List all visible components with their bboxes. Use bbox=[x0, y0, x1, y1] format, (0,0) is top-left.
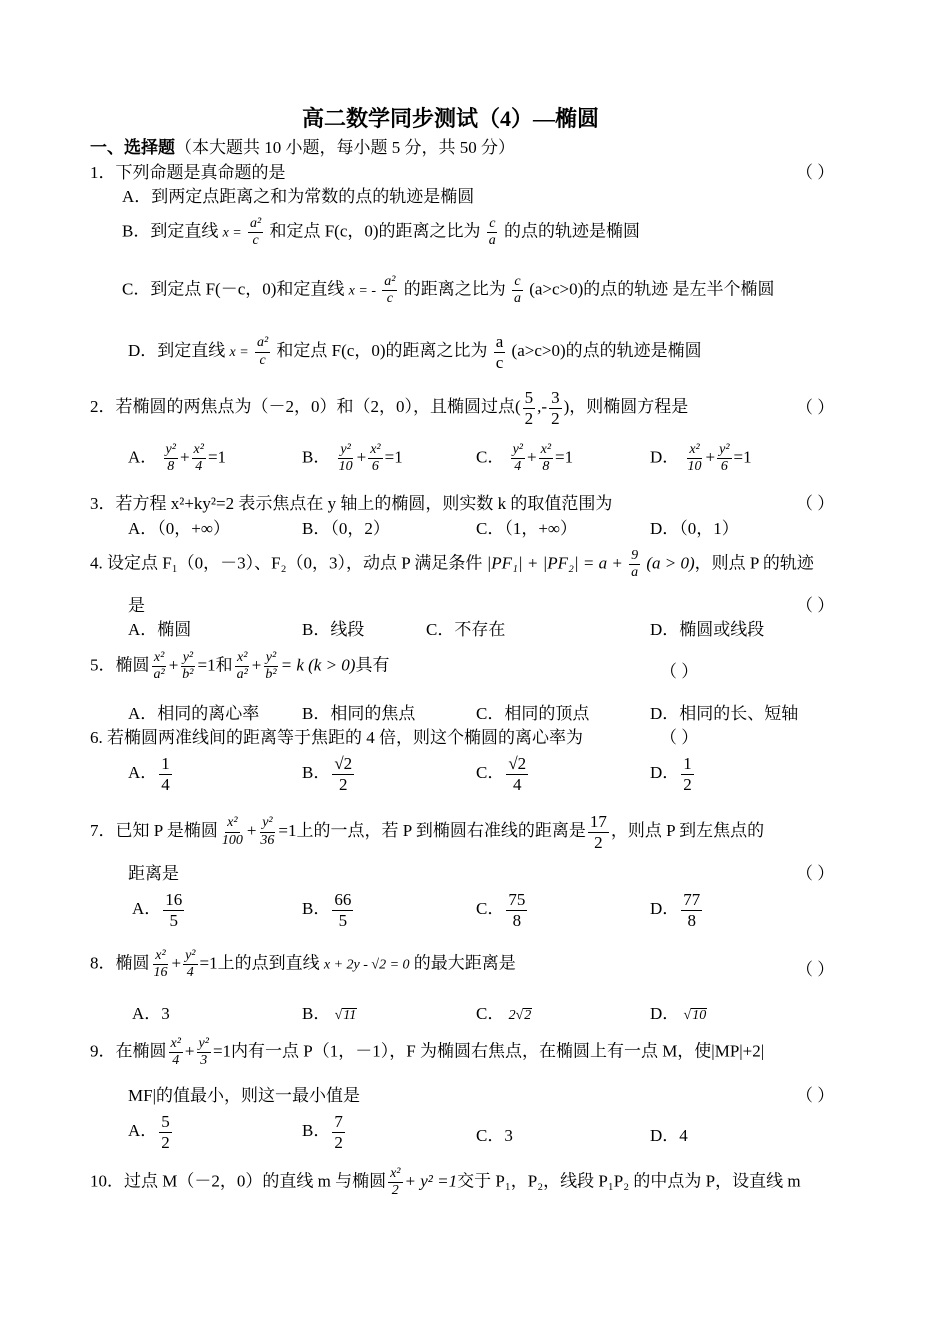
equals-one: =1 bbox=[199, 953, 218, 973]
q1-d-frac1 bbox=[255, 335, 270, 368]
plus: + bbox=[356, 447, 367, 467]
frac-den: 4 bbox=[161, 774, 170, 794]
q7-stem-pre: 7．已知 P 是椭圆 bbox=[90, 820, 218, 840]
q7-answer-blank: （ ） bbox=[796, 864, 835, 883]
frac-num: 17 bbox=[589, 812, 607, 831]
sqrt-radicand: 10 bbox=[692, 1008, 707, 1023]
q8-answer-blank: （ ） bbox=[796, 960, 835, 979]
frac-den: 2 bbox=[334, 1132, 343, 1152]
frac-num: x² bbox=[152, 650, 166, 667]
frac bbox=[337, 442, 355, 475]
q6-answer-blank: （ ） bbox=[660, 728, 699, 747]
option-label: C． bbox=[476, 762, 505, 782]
q7-option-d bbox=[650, 890, 704, 930]
frac-den: 10 bbox=[687, 459, 702, 475]
frac-den: a² bbox=[236, 667, 248, 683]
frac-den: c bbox=[495, 352, 504, 372]
q2-answer-blank: （ ） bbox=[796, 398, 835, 417]
frac-den: 2 bbox=[551, 408, 560, 428]
frac-num: a² bbox=[248, 216, 263, 233]
frac bbox=[169, 1036, 183, 1069]
paren-open: ( bbox=[515, 396, 521, 416]
q9-option-c: C．3 bbox=[476, 1126, 513, 1145]
q2-stem-pre: 2．若椭圆的两焦点为（－2，0）和（2，0），且椭圆过点 bbox=[90, 396, 515, 416]
frac-num: 66 bbox=[334, 890, 352, 909]
frac-num: 75 bbox=[508, 890, 526, 909]
q1-b-x: x = bbox=[222, 225, 242, 241]
q1-answer-blank: （ ） bbox=[796, 163, 835, 182]
q8-stem-mid: 上的点到直线 bbox=[217, 953, 320, 973]
frac bbox=[235, 650, 250, 683]
frac-den: 4 bbox=[514, 459, 522, 475]
option-label: B． bbox=[302, 1120, 331, 1140]
frac-num: x² bbox=[225, 815, 239, 832]
q2-point-x bbox=[523, 388, 536, 428]
frac bbox=[686, 442, 704, 475]
q4-apos: (a > 0) bbox=[646, 553, 695, 573]
q1-option-a: A．到两定点距离之和为常数的点的轨迹是椭圆 bbox=[122, 187, 475, 206]
frac-num: y² bbox=[197, 1036, 211, 1053]
option-label: B． bbox=[302, 447, 331, 467]
q3-stem: 3．若方程 x²+ky²=2 表示焦点在 y 轴上的椭圆，则实数 k 的取值范围为 bbox=[90, 494, 613, 513]
frac-num: 5 bbox=[524, 388, 534, 407]
q1-d-frac2 bbox=[494, 332, 506, 372]
section-label: 一、选择题 bbox=[90, 138, 175, 157]
q9-stem-post: 内有一点 P（1，－1），F 为椭圆右焦点，在椭圆上有一点 M，使|MP|+2| bbox=[231, 1041, 765, 1061]
frac-num: x² bbox=[368, 442, 382, 459]
q1-option-d bbox=[128, 332, 702, 372]
frac bbox=[183, 948, 197, 981]
q7-stem-post: ，则点 P 到左焦点的 bbox=[610, 820, 765, 840]
frac bbox=[332, 890, 353, 930]
frac bbox=[159, 1112, 172, 1152]
q9-option-a bbox=[128, 1112, 174, 1152]
frac-num: y² bbox=[511, 442, 525, 459]
q1-c-mid: 的距离之比为 bbox=[403, 279, 506, 299]
frac-den: a bbox=[513, 291, 521, 307]
frac bbox=[717, 442, 731, 475]
q5-stem-pre: 5．椭圆 bbox=[90, 655, 150, 675]
q3-option-d: D．（0，1） bbox=[650, 519, 739, 538]
q4-condition: |PF₁| + |PF₂| = a + bbox=[486, 553, 623, 573]
q5-option-c: C．相同的顶点 bbox=[476, 704, 590, 723]
frac-den: 4 bbox=[172, 1053, 180, 1069]
q4-stem-continued: 是 bbox=[128, 596, 145, 615]
page-title: 高二数学同步测试（4）—椭圆 bbox=[302, 106, 600, 131]
equals-one: =1 bbox=[555, 447, 574, 467]
frac bbox=[152, 650, 167, 683]
option-label: C． bbox=[476, 447, 505, 467]
frac-den: 4 bbox=[513, 774, 522, 794]
q1-c-frac2 bbox=[512, 274, 523, 307]
frac bbox=[180, 650, 195, 683]
q1-d-x: x = bbox=[229, 344, 249, 360]
q2-option-a bbox=[128, 442, 226, 475]
frac-den: 2 bbox=[339, 774, 348, 794]
option-label: D． bbox=[650, 762, 680, 782]
q6-option-b bbox=[302, 754, 356, 794]
q4-stem-post: ，则点 P 的轨迹 bbox=[694, 553, 814, 573]
frac-num: 3 bbox=[551, 388, 560, 407]
q10-y2-term: + y² =1 bbox=[404, 1171, 458, 1191]
paren-close: ) bbox=[563, 396, 570, 416]
section-note: （本大题共 10 小题，每小题 5 分，共 50 分） bbox=[175, 138, 515, 157]
frac-den: 2 bbox=[524, 408, 534, 428]
option-label: A． bbox=[132, 898, 162, 918]
frac-num: a² bbox=[255, 335, 270, 352]
q7-option-a bbox=[132, 890, 186, 930]
q1-d-post: (a>c>0)的点的轨迹是椭圆 bbox=[511, 340, 702, 360]
q5-option-d: D．相同的长、短轴 bbox=[650, 704, 799, 723]
equals-one: =1 bbox=[207, 447, 227, 467]
frac-num: y² bbox=[260, 815, 274, 832]
frac bbox=[159, 754, 172, 794]
frac bbox=[192, 442, 206, 475]
q6-option-a bbox=[128, 754, 174, 794]
frac bbox=[263, 650, 278, 683]
frac-den: 2 bbox=[161, 1132, 170, 1152]
frac-num: a² bbox=[382, 274, 397, 291]
frac-den: 8 bbox=[167, 459, 175, 475]
frac-num: y² bbox=[181, 650, 195, 667]
frac-den: a² bbox=[153, 667, 165, 683]
q1-c-x: x = - bbox=[348, 283, 376, 299]
q1-b-frac1 bbox=[248, 216, 263, 249]
frac-den: c bbox=[386, 291, 393, 307]
plus: + bbox=[251, 655, 262, 675]
frac-num: 77 bbox=[683, 890, 701, 909]
frac-num: 9 bbox=[629, 548, 640, 565]
q5-answer-blank: （ ） bbox=[660, 662, 699, 681]
q10-stem bbox=[90, 1166, 801, 1199]
q7-stem bbox=[90, 812, 764, 852]
frac bbox=[197, 1036, 211, 1069]
frac-num: 16 bbox=[165, 890, 183, 909]
q6-option-d bbox=[650, 754, 696, 794]
option-label: B． bbox=[302, 898, 331, 918]
option-label: C． bbox=[476, 898, 505, 918]
frac-den: 100 bbox=[221, 832, 243, 848]
option-label: B． bbox=[302, 762, 331, 782]
q2-option-d bbox=[650, 442, 752, 475]
q9-answer-blank: （ ） bbox=[796, 1086, 835, 1105]
q4-option-d: D．椭圆或线段 bbox=[650, 620, 765, 639]
frac-den: 2 bbox=[391, 1183, 399, 1199]
frac-num: x² bbox=[192, 442, 206, 459]
frac-den: 36 bbox=[260, 832, 275, 848]
q1-b-frac2 bbox=[487, 216, 498, 249]
q8-option-a: A．3 bbox=[132, 1004, 170, 1023]
comma-minus: ,- bbox=[537, 396, 548, 416]
q1-d-pre: D．到定直线 bbox=[128, 340, 226, 360]
q7-option-b bbox=[302, 890, 355, 930]
frac-num: y² bbox=[338, 442, 352, 459]
frac-den: 16 bbox=[153, 965, 168, 981]
q1-c-pre: C．到定点 F(－c，0)和定直线 bbox=[122, 279, 345, 299]
equals-k: = k bbox=[280, 655, 304, 675]
plus: + bbox=[705, 447, 716, 467]
equals-one: =1 bbox=[212, 1041, 232, 1061]
option-label: C． bbox=[476, 1004, 505, 1023]
q9-option-b bbox=[302, 1112, 347, 1152]
q8-option-d bbox=[650, 1004, 707, 1025]
q1-d-mid: 和定点 F(c，0)的距离之比为 bbox=[276, 340, 488, 360]
frac-den: c bbox=[252, 233, 259, 249]
q10-stem-pre: 10．过点 M（－2，0）的直线 m 与椭圆 bbox=[90, 1171, 387, 1191]
frac bbox=[681, 754, 694, 794]
option-label: D． bbox=[650, 1004, 680, 1023]
q7-stem-mid: 上的一点，若 P 到椭圆右准线的距离是 bbox=[296, 820, 586, 840]
coefficient: 2 bbox=[508, 1008, 516, 1023]
frac bbox=[163, 890, 184, 930]
frac-num: x² bbox=[235, 650, 249, 667]
q1-c-post: (a>c>0)的点的轨迹 是左半个椭圆 bbox=[529, 279, 775, 299]
q1-b-mid: 和定点 F(c，0)的距离之比为 bbox=[269, 221, 481, 241]
q5-option-b: B．相同的焦点 bbox=[302, 704, 416, 723]
q8-stem bbox=[90, 948, 516, 981]
plus: + bbox=[246, 820, 257, 840]
frac-num: 1 bbox=[683, 754, 692, 773]
frac-den: 8 bbox=[542, 459, 550, 475]
frac-num: 1 bbox=[161, 754, 170, 773]
frac bbox=[511, 442, 525, 475]
frac bbox=[368, 442, 382, 475]
q1-c-frac1 bbox=[382, 274, 397, 307]
q3-answer-blank: （ ） bbox=[796, 494, 835, 513]
q10-stem-post: 交于 P₁，P₂，线段 P₁P₂ 的中点为 P，设直线 m bbox=[457, 1171, 801, 1191]
frac-num: x² bbox=[687, 442, 701, 459]
plus: + bbox=[527, 447, 537, 467]
q8-stem-post: 的最大距离是 bbox=[413, 953, 516, 973]
frac-num: x² bbox=[153, 948, 167, 965]
plus: + bbox=[179, 447, 190, 467]
frac-num: y² bbox=[183, 948, 197, 965]
q4-answer-blank: （ ） bbox=[796, 596, 835, 615]
frac-num: y² bbox=[264, 650, 278, 667]
q2-point-y bbox=[549, 388, 562, 428]
q8-option-b bbox=[302, 1004, 357, 1025]
frac-den: 3 bbox=[200, 1053, 208, 1069]
q2-option-b bbox=[302, 442, 403, 475]
frac-den: 4 bbox=[186, 965, 194, 981]
equals-one: =1 bbox=[197, 655, 216, 675]
frac bbox=[164, 442, 178, 475]
frac bbox=[588, 812, 609, 852]
frac-den: 8 bbox=[512, 910, 522, 930]
frac-den: 6 bbox=[720, 459, 728, 475]
q9-stem bbox=[90, 1036, 764, 1069]
equals-one: =1 bbox=[278, 820, 297, 840]
frac-num: a bbox=[495, 332, 504, 351]
frac-num: √2 bbox=[334, 754, 353, 773]
frac bbox=[220, 815, 245, 848]
option-label: A． bbox=[128, 1120, 158, 1140]
frac-den: 5 bbox=[169, 910, 179, 930]
q6-option-c bbox=[476, 754, 530, 794]
q7-option-c bbox=[476, 890, 529, 930]
equals-one: =1 bbox=[384, 447, 403, 467]
q5-stem-mid: 和 bbox=[215, 655, 233, 675]
frac-den: 4 bbox=[195, 459, 203, 475]
option-label: A． bbox=[128, 762, 158, 782]
q5-option-a: A．相同的离心率 bbox=[128, 704, 260, 723]
q5-stem bbox=[90, 650, 389, 683]
frac-num: x² bbox=[169, 1036, 183, 1053]
frac bbox=[332, 754, 354, 794]
equals-one: =1 bbox=[733, 447, 752, 467]
option-label: D． bbox=[650, 898, 680, 918]
frac-num: x² bbox=[539, 442, 553, 459]
q3-option-c: C．（1，+∞） bbox=[476, 519, 578, 538]
q9-option-d: D．4 bbox=[650, 1126, 688, 1145]
plus: + bbox=[168, 655, 179, 675]
option-label: B． bbox=[302, 1004, 331, 1023]
q7-stem-continued: 距离是 bbox=[128, 864, 179, 883]
q2-option-c bbox=[476, 442, 573, 475]
frac-num: c bbox=[487, 216, 497, 233]
frac bbox=[332, 1112, 345, 1152]
frac bbox=[506, 754, 528, 794]
q3-option-b: B．（0，2） bbox=[302, 519, 390, 538]
frac-num: x² bbox=[388, 1166, 402, 1183]
frac-num: c bbox=[512, 274, 522, 291]
q4-stem-pre: 4. 设定点 F₁（0，－3）、F₂（0，3），动点 P 满足条件 bbox=[90, 553, 483, 573]
frac-num: 5 bbox=[161, 1112, 170, 1131]
k-positive: (k > 0) bbox=[308, 655, 356, 675]
plus: + bbox=[184, 1041, 195, 1061]
q3-option-a: A．（0，+∞） bbox=[128, 519, 230, 538]
frac-den: 10 bbox=[338, 459, 353, 475]
q4-stem bbox=[90, 548, 814, 581]
frac-num: y² bbox=[717, 442, 731, 459]
frac bbox=[258, 815, 276, 848]
frac bbox=[681, 890, 702, 930]
frac-num: y² bbox=[164, 442, 178, 459]
frac bbox=[539, 442, 553, 475]
q1-b-pre: B．到定直线 bbox=[122, 221, 219, 241]
sqrt-symbol: 2√2 bbox=[508, 1008, 532, 1023]
option-label: D． bbox=[650, 447, 680, 467]
frac-den: a bbox=[631, 565, 639, 581]
frac bbox=[506, 890, 527, 930]
q5-stem-post: 具有 bbox=[355, 655, 390, 675]
frac bbox=[152, 948, 170, 981]
q4-option-b: B．线段 bbox=[302, 620, 365, 639]
frac-num: 7 bbox=[334, 1112, 343, 1131]
frac-den: 2 bbox=[594, 832, 603, 852]
frac-den: b² bbox=[265, 667, 277, 683]
q1-option-c bbox=[122, 274, 775, 307]
q2-stem bbox=[90, 388, 688, 428]
q4-option-a: A．椭圆 bbox=[128, 620, 192, 639]
plus: + bbox=[171, 953, 182, 973]
frac-num: √2 bbox=[508, 754, 527, 773]
section-heading bbox=[90, 138, 515, 158]
frac-den: a bbox=[488, 233, 496, 249]
q8-stem-pre: 8．椭圆 bbox=[90, 953, 150, 973]
q4-option-c: C．不存在 bbox=[426, 620, 506, 639]
q6-stem: 6. 若椭圆两准线间的距离等于焦距的 4 倍，则这个椭圆的离心率为 bbox=[90, 728, 583, 747]
frac-den: 5 bbox=[338, 910, 348, 930]
q8-line-equation: x + 2y - √2 = 0 bbox=[323, 957, 410, 973]
sqrt-radicand: 2 bbox=[524, 1008, 532, 1023]
q4-frac bbox=[629, 548, 640, 581]
q8-option-c bbox=[476, 1004, 532, 1025]
sqrt-symbol: √11 bbox=[334, 1008, 357, 1023]
q1-stem: 1．下列命题是真命题的是 bbox=[90, 163, 286, 182]
sqrt-radicand: 11 bbox=[343, 1008, 357, 1023]
q1-b-post: 的点的轨迹是椭圆 bbox=[504, 221, 641, 241]
sqrt-symbol: √10 bbox=[683, 1008, 707, 1023]
frac-den: 8 bbox=[687, 910, 697, 930]
frac-den: b² bbox=[182, 667, 194, 683]
q2-stem-post: ，则椭圆方程是 bbox=[569, 396, 689, 416]
frac-den: 2 bbox=[683, 774, 692, 794]
q9-stem-continued: MF|的值最小，则这一最小值是 bbox=[128, 1086, 360, 1105]
frac bbox=[388, 1166, 402, 1199]
frac-den: c bbox=[259, 352, 266, 368]
option-label: A． bbox=[128, 447, 158, 467]
q9-stem-pre: 9．在椭圆 bbox=[90, 1041, 167, 1061]
frac-den: 6 bbox=[371, 459, 379, 475]
q1-option-b bbox=[122, 216, 640, 249]
